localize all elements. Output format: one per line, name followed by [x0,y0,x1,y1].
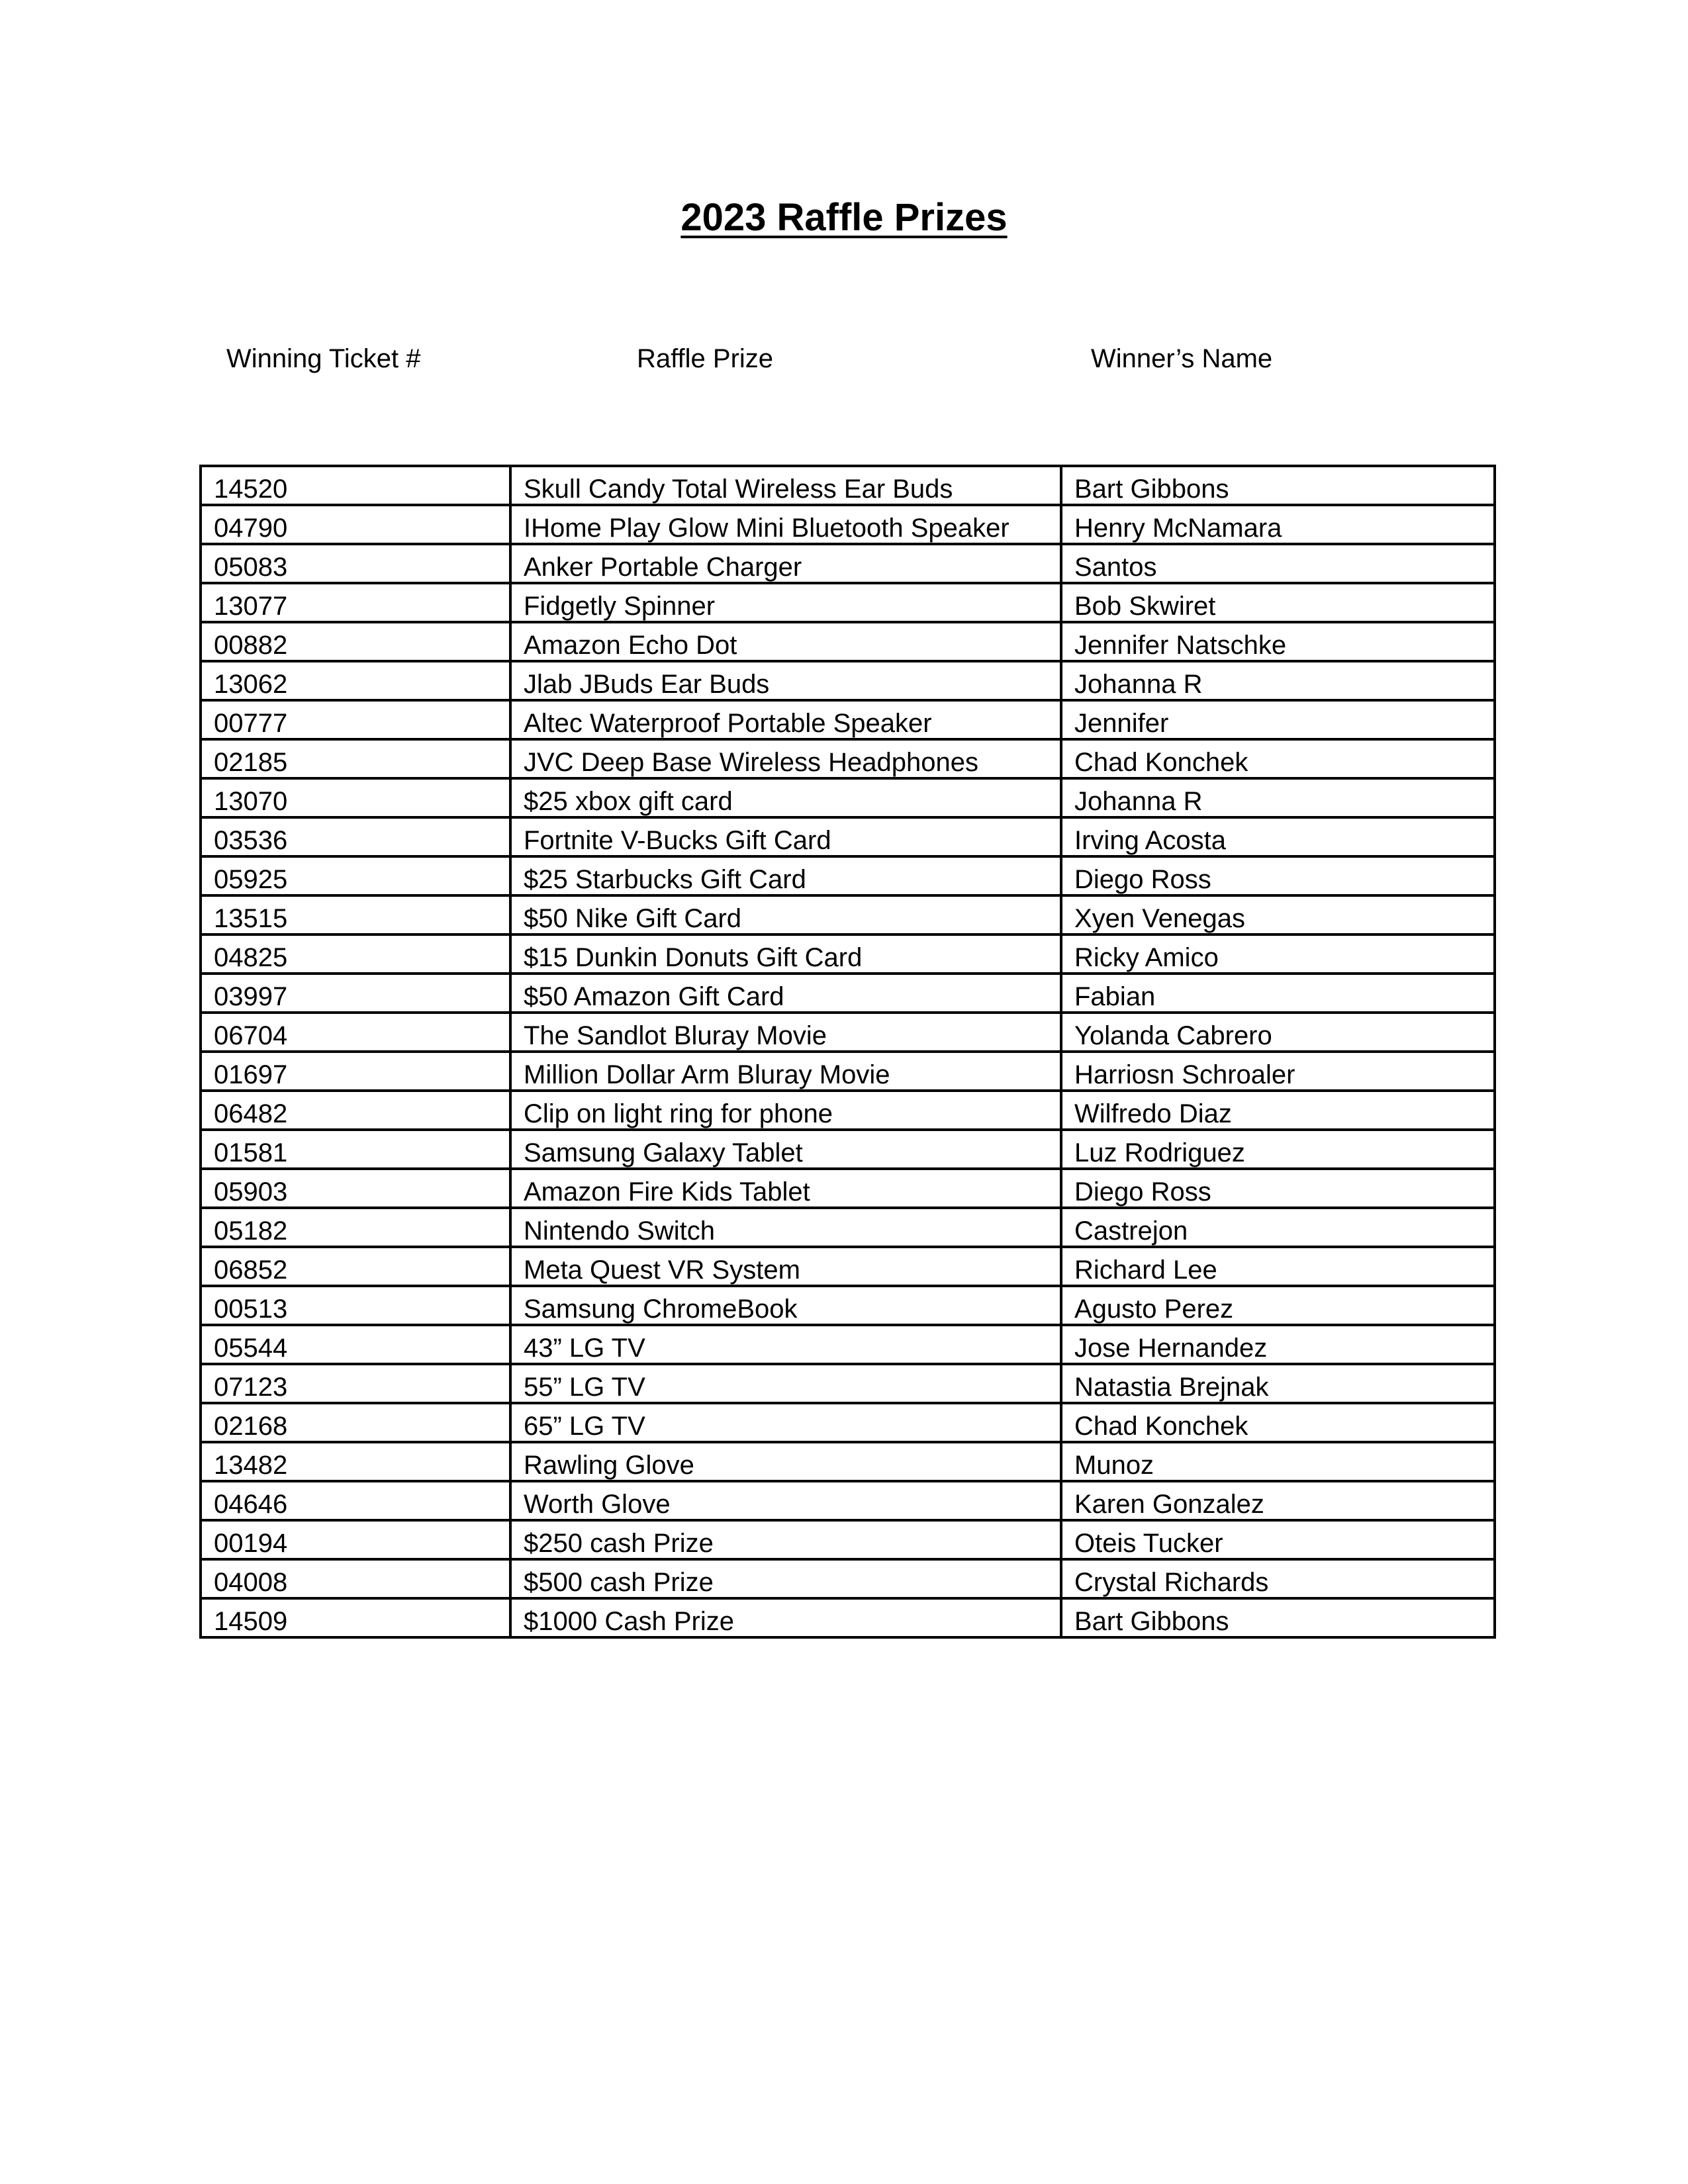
ticket-number-cell: 02185 [201,739,510,778]
prize-cell: The Sandlot Bluray Movie [510,1013,1061,1052]
prize-cell: Fidgetly Spinner [510,583,1061,622]
ticket-number-cell: 00882 [201,622,510,661]
winner-name-cell: Johanna R [1061,661,1495,700]
ticket-number-cell: 02168 [201,1403,510,1442]
table-row [201,1481,1495,1520]
ticket-number-cell: 13077 [201,583,510,622]
winner-name-cell: Castrejon [1061,1208,1495,1247]
table-row [201,1520,1495,1559]
ticket-number-cell: 04008 [201,1559,510,1598]
table-row [201,661,1495,700]
prize-cell: Jlab JBuds Ear Buds [510,661,1061,700]
table-row [201,1247,1495,1286]
winner-name-cell: Jennifer Natschke [1061,622,1495,661]
ticket-number-cell: 13482 [201,1442,510,1481]
winner-name-cell: Oteis Tucker [1061,1520,1495,1559]
prize-cell: Clip on light ring for phone [510,1091,1061,1130]
prize-cell: Anker Portable Charger [510,544,1061,583]
winner-name-cell: Bart Gibbons [1061,1598,1495,1637]
ticket-number-cell: 04825 [201,934,510,974]
winner-name-cell: Chad Konchek [1061,1403,1495,1442]
winner-name-cell: Agusto Perez [1061,1286,1495,1325]
prize-cell: $1000 Cash Prize [510,1598,1061,1637]
raffle-prize-table [199,465,1496,1639]
winner-name-cell: Wilfredo Diaz [1061,1091,1495,1130]
table-row [201,622,1495,661]
prize-cell: Altec Waterproof Portable Speaker [510,700,1061,739]
winner-name-cell: Richard Lee [1061,1247,1495,1286]
winner-name-cell: Johanna R [1061,778,1495,817]
table-row [201,466,1495,505]
winner-name-cell: Bob Skwiret [1061,583,1495,622]
prize-cell: Amazon Echo Dot [510,622,1061,661]
winner-name-cell: Jennifer [1061,700,1495,739]
ticket-number-cell: 03536 [201,817,510,856]
winner-name-cell: Irving Acosta [1061,817,1495,856]
table-row [201,1052,1495,1091]
table-row [201,1325,1495,1364]
prize-cell: Skull Candy Total Wireless Ear Buds [510,466,1061,505]
column-header-winner: Winner’s Name [1091,344,1273,373]
table-row [201,934,1495,974]
table-row [201,895,1495,934]
ticket-number-cell: 13515 [201,895,510,934]
table-row [201,544,1495,583]
ticket-number-cell: 14520 [201,466,510,505]
prize-cell: Amazon Fire Kids Tablet [510,1169,1061,1208]
table-row [201,1442,1495,1481]
prize-cell: 43” LG TV [510,1325,1061,1364]
ticket-number-cell: 05925 [201,856,510,895]
page-title: 2023 Raffle Prizes [680,196,1008,239]
prize-cell: $25 Starbucks Gift Card [510,856,1061,895]
winner-name-cell: Bart Gibbons [1061,466,1495,505]
table-row [201,1208,1495,1247]
table-row [201,856,1495,895]
winner-name-cell: Natastia Brejnak [1061,1364,1495,1403]
table-row [201,1598,1495,1637]
winner-name-cell: Jose Hernandez [1061,1325,1495,1364]
prize-cell: 55” LG TV [510,1364,1061,1403]
ticket-number-cell: 05182 [201,1208,510,1247]
prize-cell: $500 cash Prize [510,1559,1061,1598]
ticket-number-cell: 05083 [201,544,510,583]
prize-cell: IHome Play Glow Mini Bluetooth Speaker [510,505,1061,544]
table-row [201,1013,1495,1052]
prize-cell: Million Dollar Arm Bluray Movie [510,1052,1061,1091]
ticket-number-cell: 04790 [201,505,510,544]
winner-name-cell: Diego Ross [1061,856,1495,895]
ticket-number-cell: 01581 [201,1130,510,1169]
table-row [201,739,1495,778]
prize-cell: 65” LG TV [510,1403,1061,1442]
prize-cell: $25 xbox gift card [510,778,1061,817]
winner-name-cell: Munoz [1061,1442,1495,1481]
prize-cell: JVC Deep Base Wireless Headphones [510,739,1061,778]
table-row [201,1559,1495,1598]
winner-name-cell: Henry McNamara [1061,505,1495,544]
winner-name-cell: Karen Gonzalez [1061,1481,1495,1520]
ticket-number-cell: 00194 [201,1520,510,1559]
raffle-prize-table-body [201,466,1495,1637]
column-header-ticket: Winning Ticket # [226,344,421,373]
ticket-number-cell: 06482 [201,1091,510,1130]
table-row [201,1091,1495,1130]
winner-name-cell: Fabian [1061,974,1495,1013]
prize-cell: Worth Glove [510,1481,1061,1520]
table-row [201,1130,1495,1169]
winner-name-cell: Xyen Venegas [1061,895,1495,934]
table-row [201,583,1495,622]
prize-cell: $50 Nike Gift Card [510,895,1061,934]
winner-name-cell: Crystal Richards [1061,1559,1495,1598]
winner-name-cell: Santos [1061,544,1495,583]
winner-name-cell: Luz Rodriguez [1061,1130,1495,1169]
prize-cell: $15 Dunkin Donuts Gift Card [510,934,1061,974]
ticket-number-cell: 13070 [201,778,510,817]
prize-cell: Fortnite V-Bucks Gift Card [510,817,1061,856]
ticket-number-cell: 06704 [201,1013,510,1052]
prize-cell: $50 Amazon Gift Card [510,974,1061,1013]
prize-cell: $250 cash Prize [510,1520,1061,1559]
table-row [201,778,1495,817]
table-row [201,974,1495,1013]
table-row [201,1286,1495,1325]
prize-cell: Samsung ChromeBook [510,1286,1061,1325]
table-row [201,1169,1495,1208]
winner-name-cell: Chad Konchek [1061,739,1495,778]
ticket-number-cell: 00513 [201,1286,510,1325]
ticket-number-cell: 03997 [201,974,510,1013]
table-row [201,700,1495,739]
ticket-number-cell: 07123 [201,1364,510,1403]
ticket-number-cell: 05544 [201,1325,510,1364]
winner-name-cell: Yolanda Cabrero [1061,1013,1495,1052]
prize-cell: Nintendo Switch [510,1208,1061,1247]
table-row [201,1364,1495,1403]
prize-cell: Meta Quest VR System [510,1247,1061,1286]
ticket-number-cell: 00777 [201,700,510,739]
ticket-number-cell: 14509 [201,1598,510,1637]
table-row [201,505,1495,544]
ticket-number-cell: 13062 [201,661,510,700]
ticket-number-cell: 06852 [201,1247,510,1286]
prize-cell: Samsung Galaxy Tablet [510,1130,1061,1169]
table-row [201,1403,1495,1442]
ticket-number-cell: 05903 [201,1169,510,1208]
winner-name-cell: Ricky Amico [1061,934,1495,974]
winner-name-cell: Harriosn Schroaler [1061,1052,1495,1091]
ticket-number-cell: 04646 [201,1481,510,1520]
prize-cell: Rawling Glove [510,1442,1061,1481]
table-row [201,817,1495,856]
winner-name-cell: Diego Ross [1061,1169,1495,1208]
ticket-number-cell: 01697 [201,1052,510,1091]
column-header-prize: Raffle Prize [637,344,774,373]
